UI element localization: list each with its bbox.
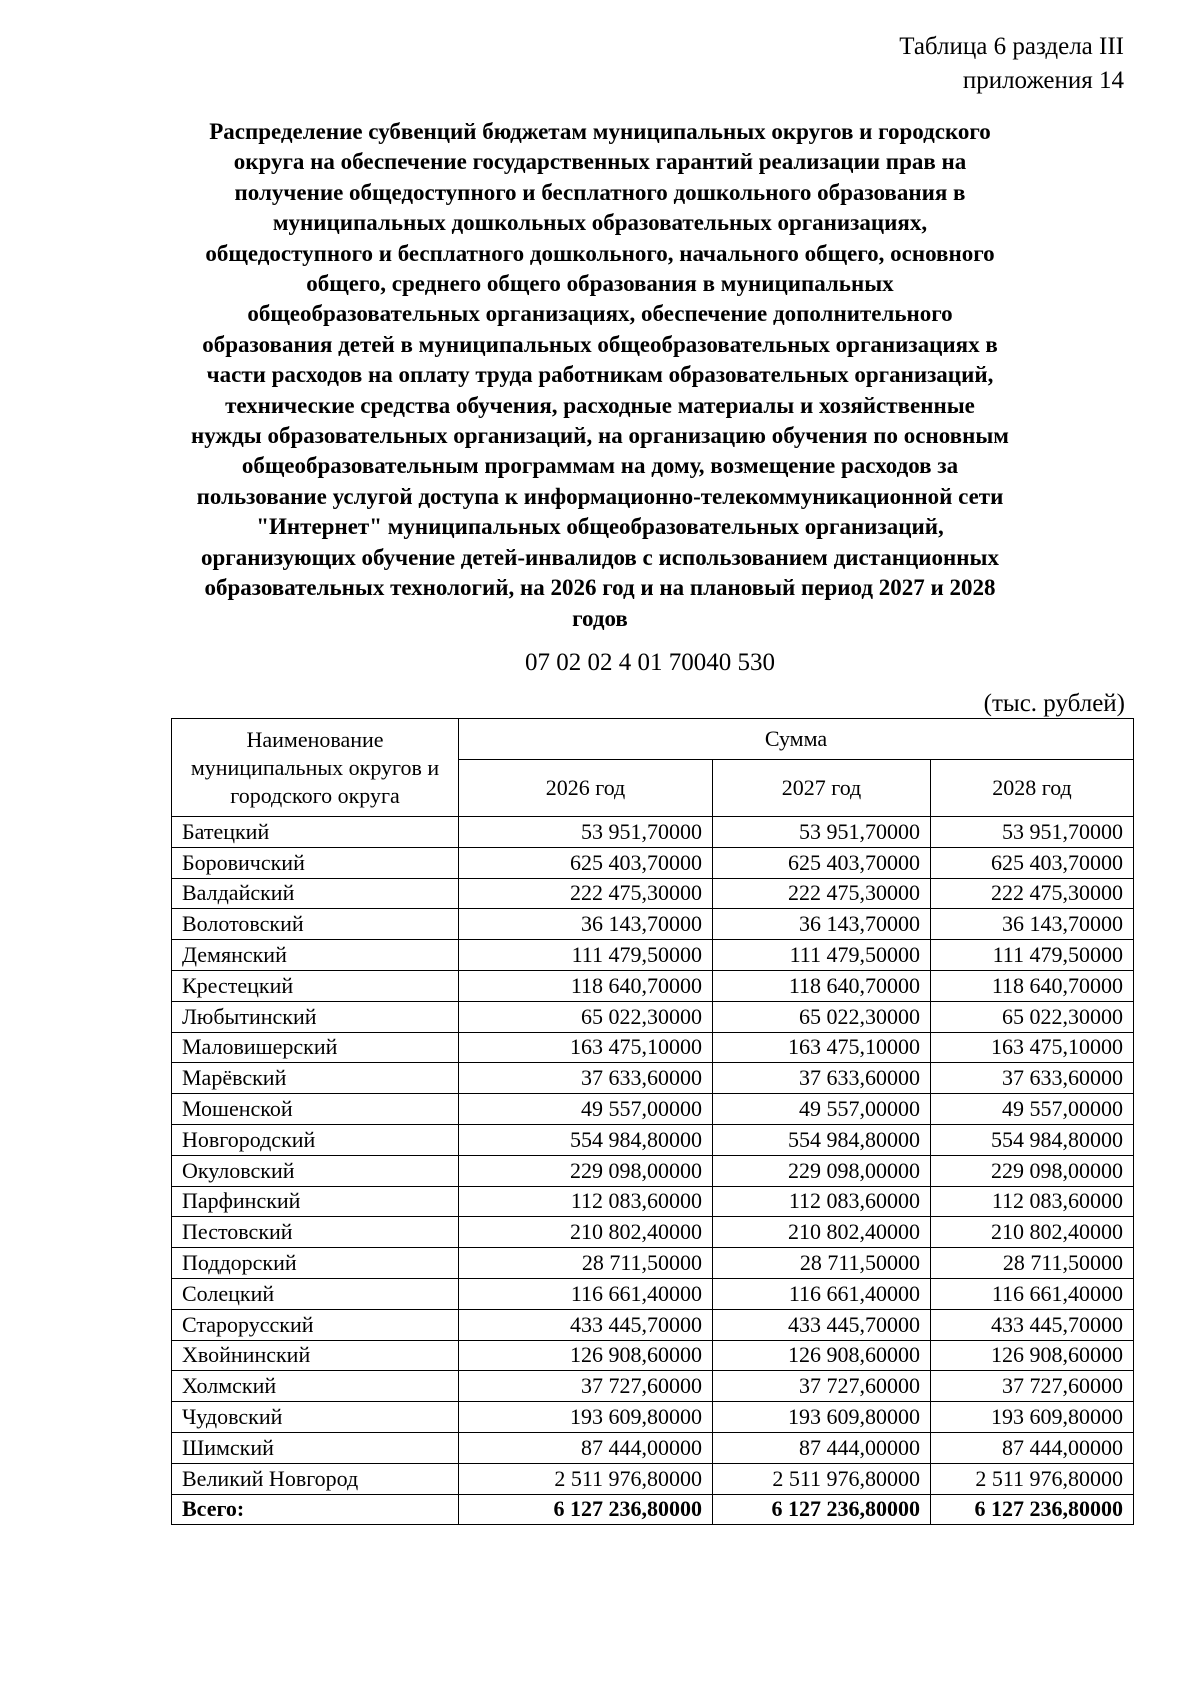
table-row xyxy=(172,909,1134,940)
amount-cell: 37 727,60000 xyxy=(459,1371,713,1402)
table-row xyxy=(172,1309,1134,1340)
amount-cell: 28 711,50000 xyxy=(931,1248,1134,1279)
amount-cell: 163 475,10000 xyxy=(713,1032,931,1063)
amount-cell: 118 640,70000 xyxy=(713,970,931,1001)
amount-cell: 37 727,60000 xyxy=(931,1371,1134,1402)
district-name: Шимский xyxy=(172,1432,459,1463)
table-row xyxy=(172,1155,1134,1186)
table-row xyxy=(172,878,1134,909)
table-row xyxy=(172,1463,1134,1494)
amount-cell: 625 403,70000 xyxy=(459,847,713,878)
amount-cell: 28 711,50000 xyxy=(459,1248,713,1279)
table-row xyxy=(172,1371,1134,1402)
table-row xyxy=(172,1432,1134,1463)
amount-cell: 210 802,40000 xyxy=(931,1217,1134,1248)
title-line: муниципальных дошкольных образовательных организациях, xyxy=(272,210,928,236)
district-name: Новгородский xyxy=(172,1124,459,1155)
amount-cell: 193 609,80000 xyxy=(931,1402,1134,1433)
amount-cell: 193 609,80000 xyxy=(713,1402,931,1433)
title-line: годов xyxy=(572,605,628,631)
title-line: образовательных технологий, на 2026 год и на плановый период 2027 и 2028 xyxy=(204,575,996,601)
amount-cell: 2 511 976,80000 xyxy=(713,1463,931,1494)
amount-cell: 111 479,50000 xyxy=(713,940,931,971)
amount-cell: 554 984,80000 xyxy=(713,1124,931,1155)
table-row xyxy=(172,1340,1134,1371)
amount-cell: 53 951,70000 xyxy=(931,817,1134,848)
amount-cell: 2 511 976,80000 xyxy=(931,1463,1134,1494)
amount-cell: 554 984,80000 xyxy=(459,1124,713,1155)
district-name: Окуловский xyxy=(172,1155,459,1186)
district-name: Хвойнинский xyxy=(172,1340,459,1371)
table-body xyxy=(172,817,1134,1525)
total-amount: 6 127 236,80000 xyxy=(459,1494,713,1525)
amount-cell: 65 022,30000 xyxy=(931,1001,1134,1032)
table-row xyxy=(172,1063,1134,1094)
column-header-year: 2026 год xyxy=(459,760,713,817)
table-row xyxy=(172,1186,1134,1217)
amount-cell: 36 143,70000 xyxy=(931,909,1134,940)
title-line: общеобразовательным программам на дому, возмещение расходов за xyxy=(241,453,959,479)
total-label: Всего: xyxy=(172,1494,459,1525)
amount-cell: 433 445,70000 xyxy=(459,1309,713,1340)
amount-cell: 28 711,50000 xyxy=(713,1248,931,1279)
document-title xyxy=(170,117,1030,634)
title-line: образования детей в муниципальных общеобразовательных организациях в xyxy=(202,331,998,357)
title-line: организующих обучение детей-инвалидов с использованием дистанционных xyxy=(201,544,999,570)
budget-classification-code: 07 02 02 4 01 70040 530 xyxy=(525,649,775,676)
table-reference-line: Таблица 6 раздела III xyxy=(899,33,1124,60)
amount-cell: 65 022,30000 xyxy=(713,1001,931,1032)
district-name: Крестецкий xyxy=(172,970,459,1001)
amount-cell: 116 661,40000 xyxy=(931,1278,1134,1309)
district-name: Волотовский xyxy=(172,909,459,940)
total-amount: 6 127 236,80000 xyxy=(931,1494,1134,1525)
district-name: Холмский xyxy=(172,1371,459,1402)
amount-cell: 554 984,80000 xyxy=(931,1124,1134,1155)
amount-cell: 112 083,60000 xyxy=(931,1186,1134,1217)
amount-cell: 222 475,30000 xyxy=(931,878,1134,909)
district-name: Любытинский xyxy=(172,1001,459,1032)
total-amount: 6 127 236,80000 xyxy=(713,1494,931,1525)
district-name: Чудовский xyxy=(172,1402,459,1433)
amount-cell: 210 802,40000 xyxy=(713,1217,931,1248)
amount-cell: 163 475,10000 xyxy=(459,1032,713,1063)
amount-cell: 433 445,70000 xyxy=(931,1309,1134,1340)
distribution-table xyxy=(171,718,1134,1525)
title-line: округа на обеспечение государственных гарантий реализации прав на xyxy=(233,149,967,175)
table-reference xyxy=(724,30,1124,98)
amount-cell: 625 403,70000 xyxy=(931,847,1134,878)
district-name: Валдайский xyxy=(172,878,459,909)
amount-cell: 229 098,00000 xyxy=(459,1155,713,1186)
amount-cell: 36 143,70000 xyxy=(459,909,713,940)
amount-cell: 118 640,70000 xyxy=(931,970,1134,1001)
table-row xyxy=(172,1248,1134,1279)
title-line: "Интернет" муниципальных общеобразовательных организаций, xyxy=(256,514,944,540)
table-row xyxy=(172,1217,1134,1248)
table-reference-line: приложения 14 xyxy=(962,67,1124,94)
table-row xyxy=(172,1032,1134,1063)
title-line: пользование услугой доступа к информационно-телекоммуникационной сети xyxy=(196,483,1004,509)
table-row xyxy=(172,1094,1134,1125)
amount-cell: 118 640,70000 xyxy=(459,970,713,1001)
amount-cell: 112 083,60000 xyxy=(459,1186,713,1217)
district-name: Батецкий xyxy=(172,817,459,848)
amount-cell: 87 444,00000 xyxy=(459,1432,713,1463)
title-line: общедоступного и бесплатного дошкольного, начального общего, основного xyxy=(205,240,995,266)
table-row xyxy=(172,847,1134,878)
amount-cell: 433 445,70000 xyxy=(713,1309,931,1340)
district-name: Поддорский xyxy=(172,1248,459,1279)
amount-cell: 65 022,30000 xyxy=(459,1001,713,1032)
column-header-year: 2027 год xyxy=(713,760,931,817)
title-line: технические средства обучения, расходные материалы и хозяйственные xyxy=(225,392,975,418)
amount-cell: 222 475,30000 xyxy=(713,878,931,909)
title-line: общеобразовательных организациях, обеспечение дополнительного xyxy=(247,301,953,327)
district-name: Мошенской xyxy=(172,1094,459,1125)
district-name: Парфинский xyxy=(172,1186,459,1217)
amount-cell: 49 557,00000 xyxy=(459,1094,713,1125)
total-row xyxy=(172,1494,1134,1525)
amount-cell: 111 479,50000 xyxy=(459,940,713,971)
column-header-sum: Сумма xyxy=(459,719,1134,760)
district-name: Солецкий xyxy=(172,1278,459,1309)
units-label: (тыс. рублей) xyxy=(983,690,1125,717)
table-row xyxy=(172,970,1134,1001)
amount-cell: 49 557,00000 xyxy=(713,1094,931,1125)
amount-cell: 37 727,60000 xyxy=(713,1371,931,1402)
title-line: получение общедоступного и бесплатного дошкольного образования в xyxy=(234,179,966,205)
amount-cell: 193 609,80000 xyxy=(459,1402,713,1433)
district-name: Старорусский xyxy=(172,1309,459,1340)
amount-cell: 116 661,40000 xyxy=(459,1278,713,1309)
amount-cell: 37 633,60000 xyxy=(931,1063,1134,1094)
district-name: Маловишерский xyxy=(172,1032,459,1063)
district-name: Пестовский xyxy=(172,1217,459,1248)
amount-cell: 111 479,50000 xyxy=(931,940,1134,971)
amount-cell: 36 143,70000 xyxy=(713,909,931,940)
title-line: Распределение субвенций бюджетам муниципальных округов и городского xyxy=(209,119,991,144)
amount-cell: 222 475,30000 xyxy=(459,878,713,909)
amount-cell: 2 511 976,80000 xyxy=(459,1463,713,1494)
amount-cell: 87 444,00000 xyxy=(713,1432,931,1463)
column-header-year: 2028 год xyxy=(931,760,1134,817)
table-row xyxy=(172,1124,1134,1155)
amount-cell: 210 802,40000 xyxy=(459,1217,713,1248)
title-line: нужды образовательных организаций, на организацию обучения по основным xyxy=(191,423,1009,449)
amount-cell: 53 951,70000 xyxy=(459,817,713,848)
amount-cell: 229 098,00000 xyxy=(713,1155,931,1186)
amount-cell: 37 633,60000 xyxy=(713,1063,931,1094)
amount-cell: 37 633,60000 xyxy=(459,1063,713,1094)
title-line: общего, среднего общего образования в муниципальных xyxy=(306,271,894,297)
table-row xyxy=(172,1278,1134,1309)
district-name: Великий Новгород xyxy=(172,1463,459,1494)
amount-cell: 53 951,70000 xyxy=(713,817,931,848)
district-name: Боровичский xyxy=(172,847,459,878)
amount-cell: 625 403,70000 xyxy=(713,847,931,878)
district-name: Марёвский xyxy=(172,1063,459,1094)
table-row xyxy=(172,817,1134,848)
amount-cell: 126 908,60000 xyxy=(713,1340,931,1371)
amount-cell: 49 557,00000 xyxy=(931,1094,1134,1125)
column-header-name: Наименование муниципальных округов и городского округа xyxy=(172,719,459,817)
district-name: Демянский xyxy=(172,940,459,971)
amount-cell: 126 908,60000 xyxy=(459,1340,713,1371)
table-row xyxy=(172,1402,1134,1433)
amount-cell: 116 661,40000 xyxy=(713,1278,931,1309)
amount-cell: 229 098,00000 xyxy=(931,1155,1134,1186)
amount-cell: 112 083,60000 xyxy=(713,1186,931,1217)
table-row xyxy=(172,940,1134,971)
amount-cell: 87 444,00000 xyxy=(931,1432,1134,1463)
table-row xyxy=(172,1001,1134,1032)
amount-cell: 163 475,10000 xyxy=(931,1032,1134,1063)
amount-cell: 126 908,60000 xyxy=(931,1340,1134,1371)
title-line: части расходов на оплату труда работникам образовательных организаций, xyxy=(206,362,994,388)
